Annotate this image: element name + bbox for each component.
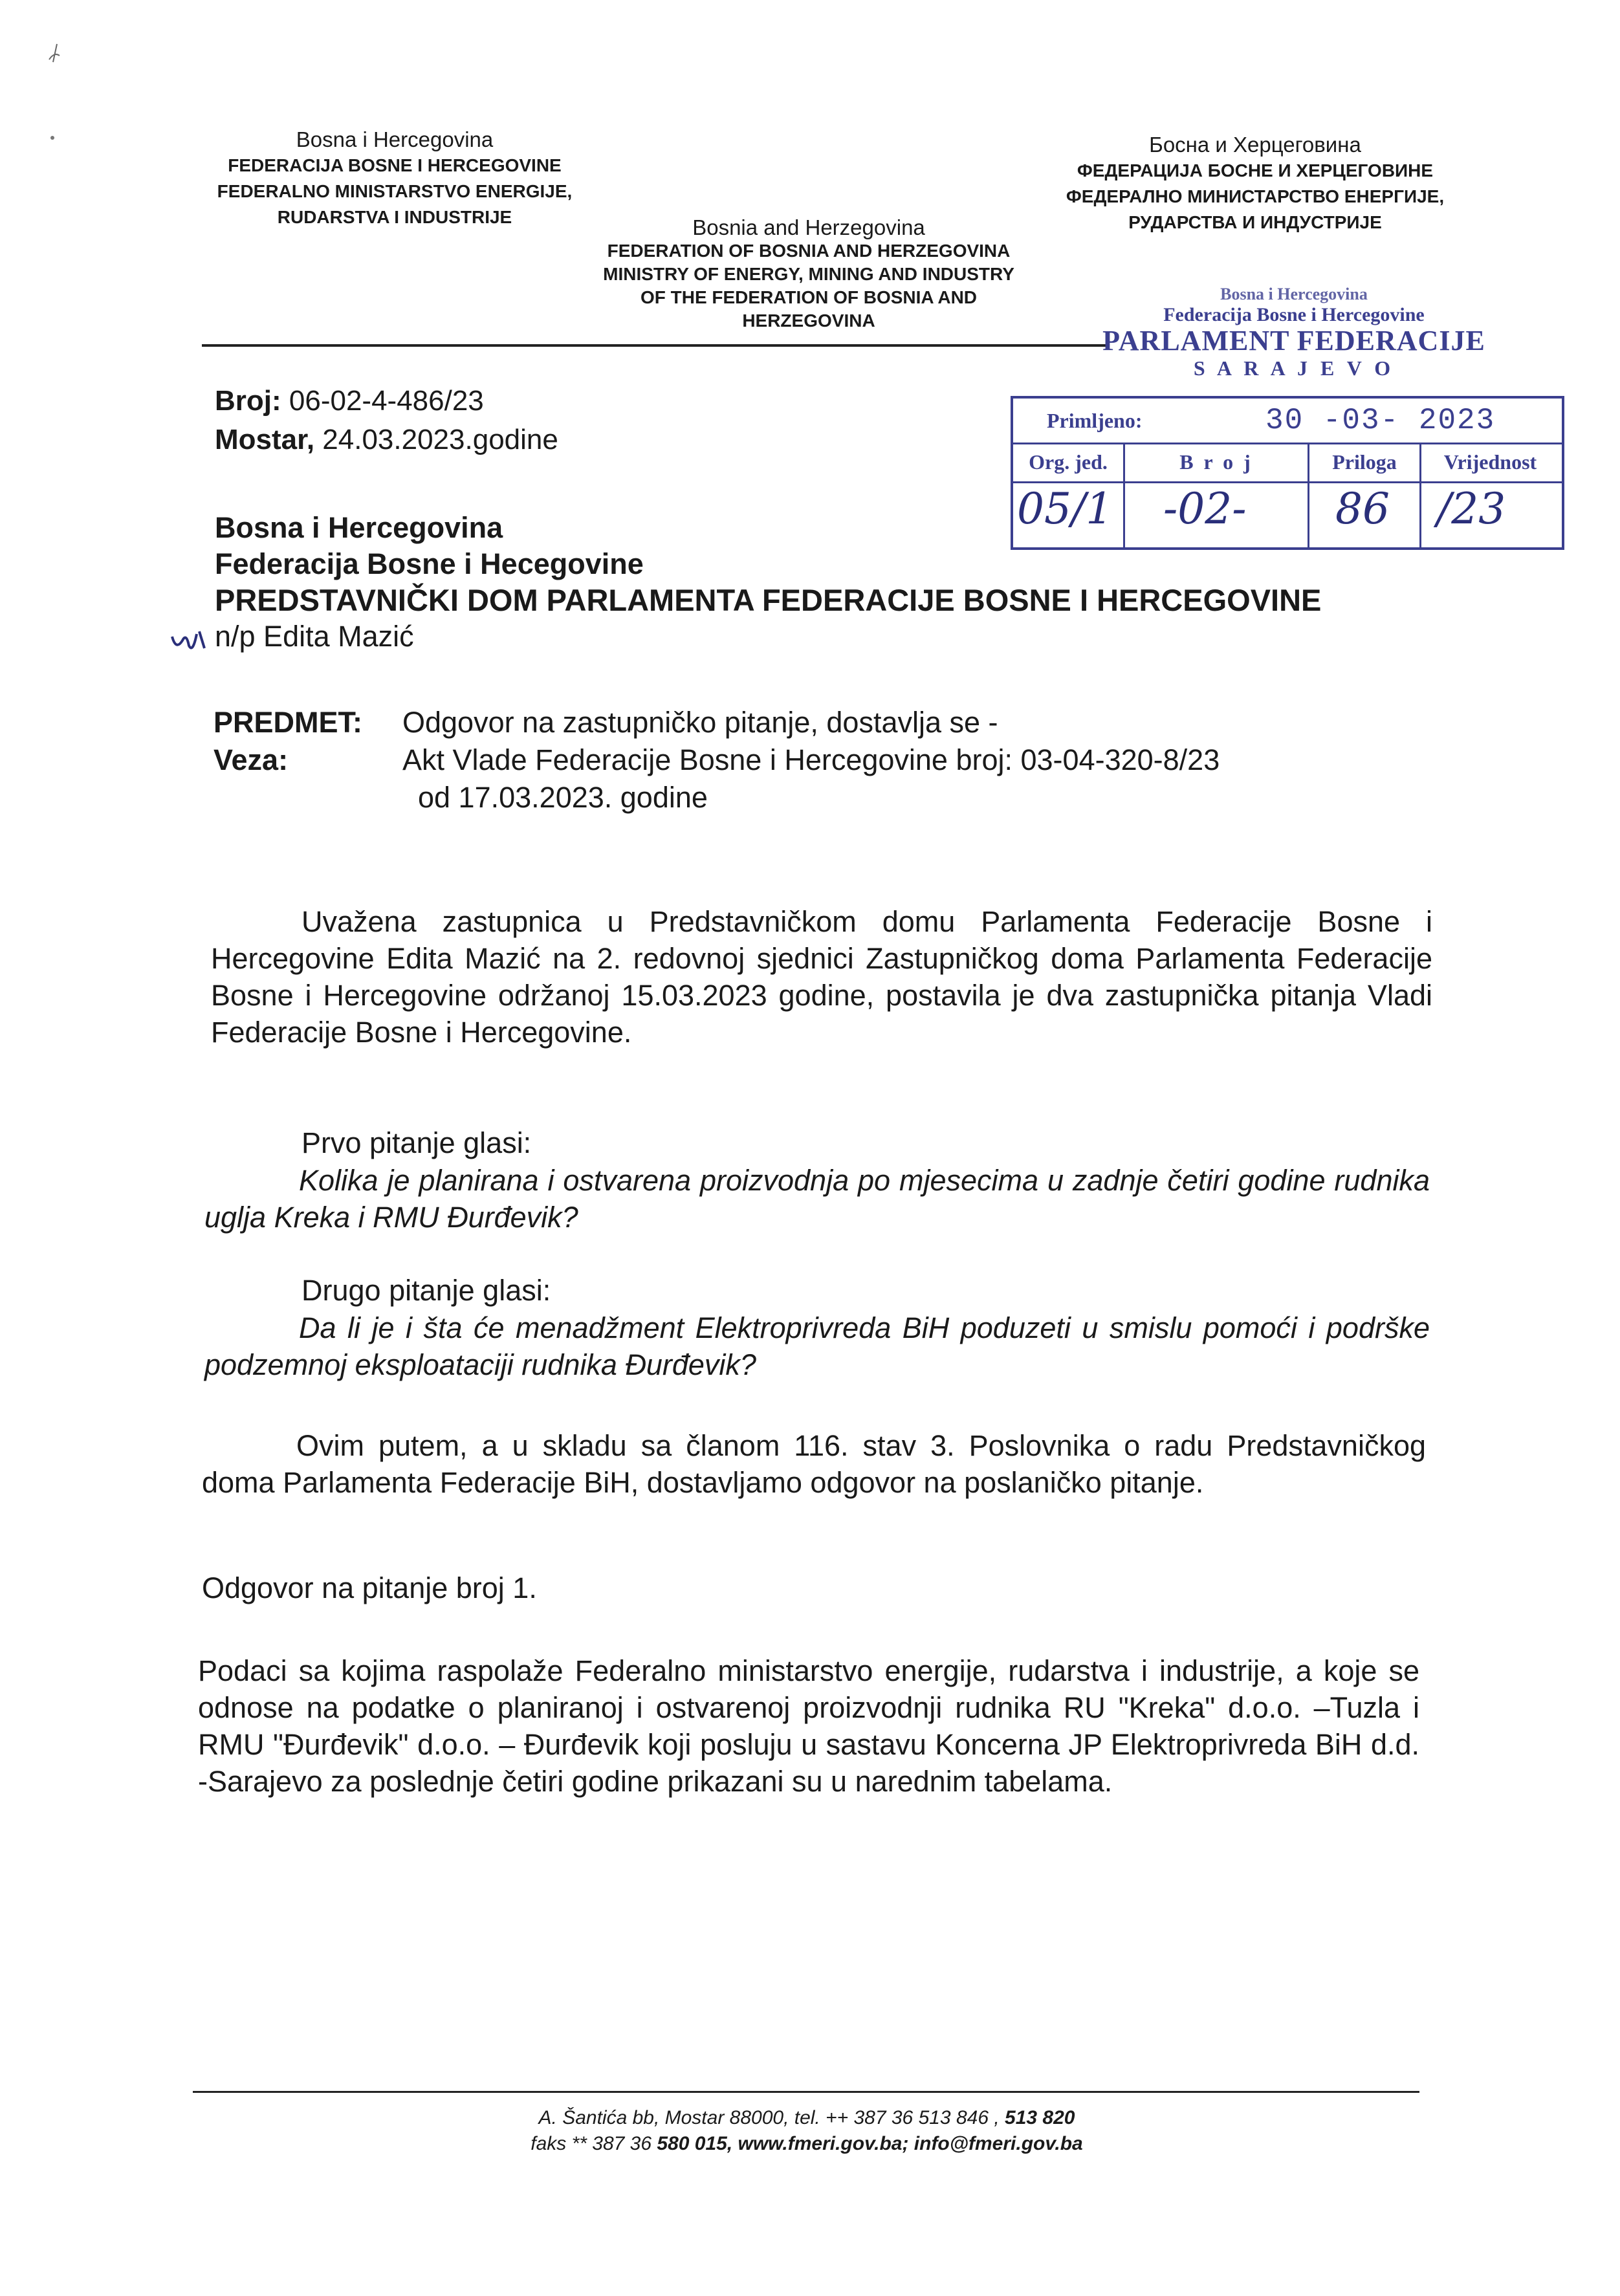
veza-text-1: Akt Vlade Federacije Bosne i Hercegovine broj: 03-04-320-8/23 — [402, 743, 1220, 776]
margin-mark — [45, 40, 65, 66]
stamp-hw-org: 05/1 — [1017, 484, 1113, 534]
subject-block — [213, 704, 1443, 816]
stamp-col-broj: B r o j — [1125, 443, 1309, 481]
predmet-text: Odgovor na zastupničko pitanje, dostavlja se - — [402, 706, 998, 739]
header-center-line2: FEDERATION OF BOSNIA AND HERZEGOVINA — [607, 241, 1011, 261]
header-right-line4: РУДАРСТВА И ИНДУСТРИЈЕ — [1128, 212, 1382, 232]
header-right-line2: ФЕДЕРАЦИЈА БОСНЕ И ХЕРЦЕГОВИНЕ — [1077, 160, 1434, 180]
stamp-received-row — [1013, 399, 1562, 444]
stamp-line1: Bosna i Hercegovina — [1220, 285, 1368, 303]
footer-divider — [193, 2091, 1419, 2093]
footer-line2: faks ** 387 36 580 015, www.fmeri.gov.ba; info@fmeri.gov.ba — [531, 2133, 1083, 2154]
header-right-line3: ФЕДЕРАЛНО МИНИСТАРСТВО ЕНЕРГИЈЕ, — [1066, 186, 1445, 206]
stamp-col-vrijednost: Vrijednost — [1443, 450, 1537, 474]
body-paragraph-ovim: Ovim putem, a u skladu sa članom 116. stav 3. Poslovnika o radu Predstavničkog doma Parlamenta Federacije BiH, dostavljamo odgovor na poslaničko pitanje. — [202, 1429, 1426, 1499]
document-reference — [215, 382, 732, 459]
stamp-line3: PARLAMENT FEDERACIJE — [1102, 325, 1485, 356]
stamp-col-priloga: Priloga — [1309, 443, 1421, 481]
veza-row — [213, 741, 1443, 816]
header-center-line3: MINISTRY OF ENERGY, MINING AND INDUSTRY — [603, 264, 1014, 284]
recipient-line1: Bosna i Hercegovina — [215, 511, 503, 544]
footer-contact — [194, 2105, 1419, 2157]
question2-text: Da li je i šta će menadžment Elektroprivreda BiH poduzeti u smislu pomoći i podrške podzemnoj eksploataciji rudnika Đurđevik? — [204, 1311, 1430, 1381]
stamp-received-date: 30 -03- 2023 — [1265, 404, 1496, 437]
header-left-line4: RUDARSTVA I INDUSTRIJE — [277, 207, 512, 227]
stamp-received-label: Primljeno: — [1047, 409, 1143, 432]
stamp-hw-priloga: 86 — [1335, 484, 1390, 534]
veza-text-2: od 17.03.2023. godine — [418, 781, 708, 814]
footer-line1: A. Šantića bb, Mostar 88000, tel. ++ 387 36 513 846 , 513 820 — [538, 2107, 1075, 2128]
header-divider — [202, 344, 1108, 347]
header-center-line1: Bosnia and Herzegovina — [692, 215, 925, 239]
stamp-line2: Federacija Bosne i Hercegovine — [1163, 304, 1425, 325]
stamp-line4: S A R A J E V O — [1193, 356, 1395, 380]
header-left-line1: Bosna i Hercegovina — [296, 127, 494, 151]
veza-label: Veza: — [213, 743, 289, 776]
registry-stamp-header — [1048, 285, 1540, 380]
predmet-label: PREDMET: — [213, 706, 363, 739]
header-right-line1: Босна и Херцеговина — [1149, 133, 1361, 157]
predmet-row — [213, 704, 1443, 741]
question1-text: Kolika je planirana i ostvarena proizvodnja po mjesecima u zadnje četiri godine rudnika uglja Kreka i RMU Đurđevik? — [204, 1164, 1430, 1234]
stamp-hw-broj: -02- — [1163, 484, 1247, 534]
header-center-line5: HERZEGOVINA — [742, 311, 875, 331]
stamp-columns-row — [1013, 443, 1562, 483]
question2-label: Drugo pitanje glasi: — [301, 1274, 551, 1307]
handwritten-mark — [170, 622, 211, 655]
answer-text: Podaci sa kojima raspolaže Federalno ministarstvo energije, rudarstva i industrije, a koje se odnose na podatke o planiranoj i ostvarenoj proizvodnji rudnika RU "Kreka" d.o.o. –Tuzla i RMU "Đurđevik" d.o.o. – Đurđevik koji posluju u sastavu Koncerna JP Elektroprivreda BiH d.d. -Sarajevo za poslednje četiri godine prikazani su u narednim tabelama. — [198, 1654, 1419, 1798]
body-intro: Uvažena zastupnica u Predstavničkom domu Parlamenta Federacije Bosne i Hercegovine Edita Mazić na 2. redovnoj sjednici Zastupničkog doma Parlamenta Federacije Bosne i Hercegovine održanoj 15.03.2023 godine, postavila je dva zastupnička pitanja Vladi Federacije Bosne i Hercegovine. — [211, 905, 1432, 1049]
reference-number: Broj: 06-02-4-486/23 — [215, 385, 484, 417]
margin-dot — [50, 136, 54, 140]
question1-label: Prvo pitanje glasi: — [301, 1126, 532, 1159]
header-left-line2: FEDERACIJA BOSNE I HERCEGOVINE — [228, 155, 562, 175]
header-center — [582, 216, 1035, 333]
header-left-line3: FEDERALNO MINISTARSTVO ENERGIJE, — [217, 181, 573, 201]
answer-heading: Odgovor na pitanje broj 1. — [202, 1571, 537, 1604]
recipient-line3: PREDSTAVNIČKI DOM PARLAMENTA FEDERACIJE BOSNE I HERCEGOVINE — [215, 583, 1322, 617]
stamp-col-org: Org. jed. — [1013, 443, 1125, 481]
header-center-line4: OF THE FEDERATION OF BOSNIA AND — [640, 287, 978, 307]
reference-place-date: Mostar, 24.03.2023.godine — [215, 424, 558, 455]
recipient-line4: n/p Edita Mazić — [215, 620, 414, 653]
recipient-block — [215, 510, 1444, 655]
header-right — [1029, 132, 1482, 235]
header-left — [201, 127, 589, 230]
recipient-line2: Federacija Bosne i Hecegovine — [215, 547, 644, 580]
stamp-hw-vrijednost: /23 — [1437, 484, 1506, 534]
